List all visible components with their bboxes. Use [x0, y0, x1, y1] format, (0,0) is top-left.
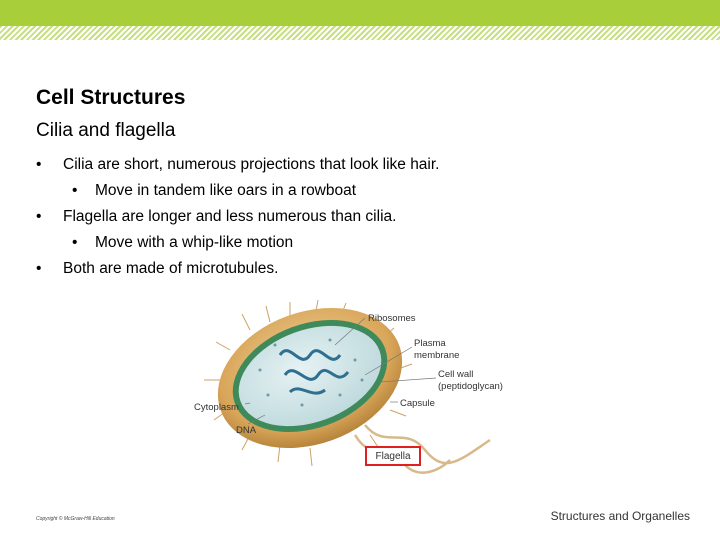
sub-bullet-item: • Move with a whip-like motion	[36, 230, 676, 256]
label-flagella: Flagella	[365, 446, 421, 466]
bullet-item: • Cilia are short, numerous projections that look like hair.	[36, 152, 676, 178]
header-bar	[0, 0, 720, 26]
label-capsule: Capsule	[400, 398, 435, 409]
sub-bullet-item: • Move in tandem like oars in a rowboat	[36, 178, 676, 204]
label-plasma-membrane: Plasma	[414, 338, 446, 349]
copyright-text: Copyright © McGraw-Hill Education	[36, 516, 115, 522]
label-dna: DNA	[236, 425, 257, 436]
slide-subtitle: Cilia and flagella	[36, 120, 176, 141]
label-cytoplasm: Cytoplasm	[194, 402, 239, 413]
slide-title: Cell Structures	[36, 86, 186, 109]
bacterial-cell-diagram	[190, 300, 520, 475]
label-plasma-membrane-2: membrane	[414, 350, 460, 361]
label-ribosomes: Ribosomes	[368, 313, 416, 324]
header-stripe	[0, 26, 720, 40]
bullet-item: • Flagella are longer and less numerous than cilia.	[36, 204, 676, 230]
footer-title: Structures and Organelles	[550, 509, 690, 523]
bullet-list	[36, 152, 676, 282]
bullet-item: • Both are made of microtubules.	[36, 256, 676, 282]
label-cell-wall-2: (peptidoglycan)	[438, 381, 503, 392]
label-cell-wall: Cell wall	[438, 369, 474, 380]
